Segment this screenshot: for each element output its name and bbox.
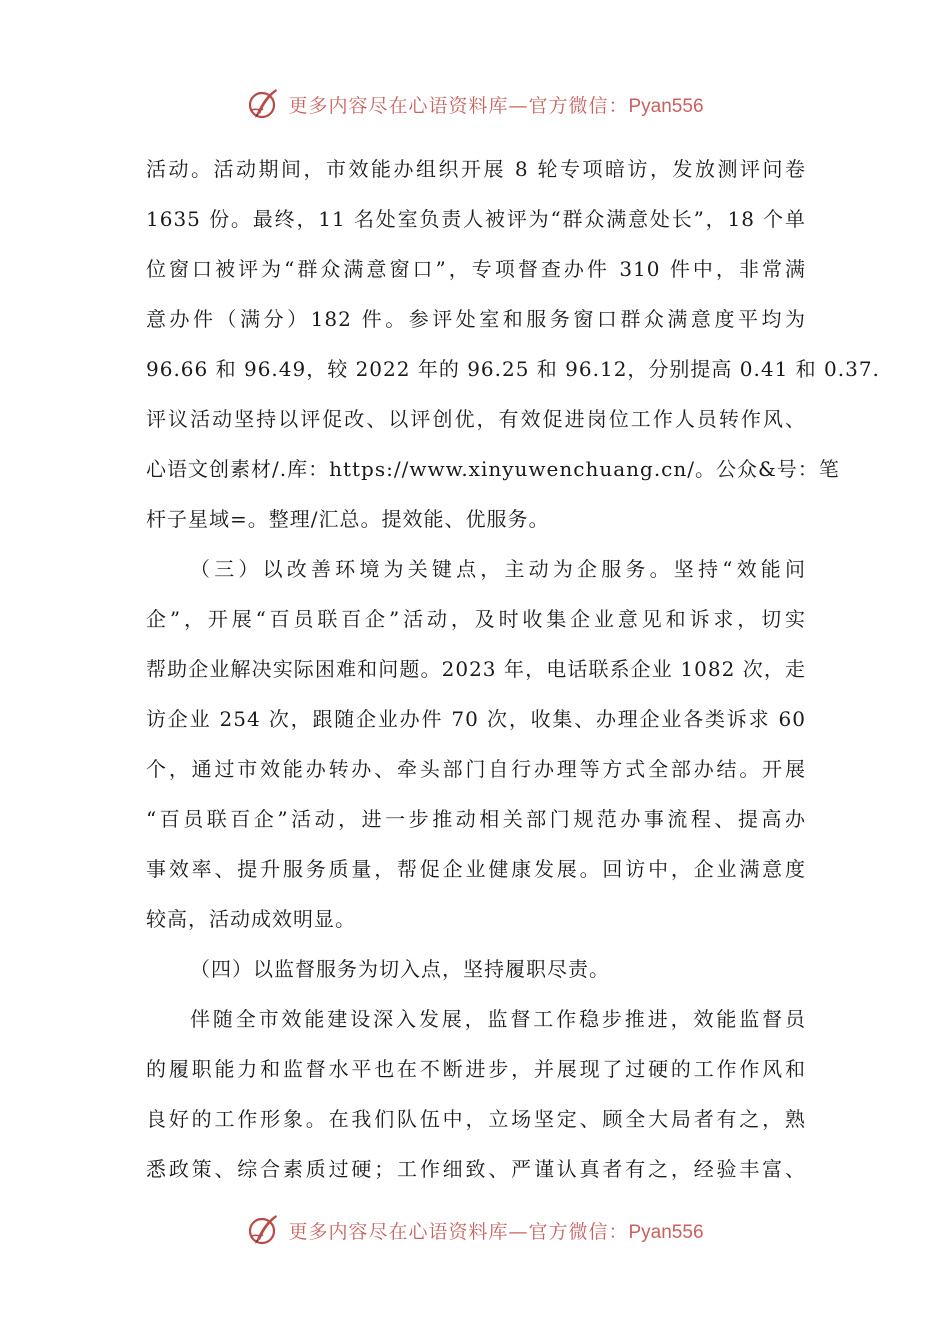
header-watermark-banner [0,84,950,124]
text-line: “百员联百企”活动，进一步推动相关部门规范办事流程、提高办 [146,807,806,831]
watermark-text: 更多内容尽在心语资料库—官方微信：Pyan556 [288,1220,704,1243]
text-line: 心语文创素材/.库：https://www.xinyuwenchuang.cn/。公众&号：笔 [146,457,840,481]
text-line: 评议活动坚持以评促改、以评创优，有效促进岗位工作人员转作风、 [146,407,806,431]
text-line: 访企业 254 次，跟随企业办件 70 次，收集、办理企业各类诉求 60 [146,707,806,731]
quill-pen-logo-icon [246,86,282,122]
text-line: 杆子星域=。整理/汇总。提效能、优服务。 [146,507,550,531]
text-line: 伴随全市效能建设深入发展，监督工作稳步推进，效能监督员 [190,1007,806,1031]
text-line: 1635 份。最终，11 名处室负责人被评为“群众满意处长”，18 个单 [146,207,806,231]
quill-pen-logo-icon [246,1212,282,1248]
text-line: 个，通过市效能办转办、牵头部门自行办理等方式全部办结。开展 [146,757,806,781]
text-line: 帮助企业解决实际困难和问题。2023 年，电话联系企业 1082 次，走 [146,657,806,681]
text-line: 悉政策、综合素质过硬；工作细致、严谨认真者有之，经验丰富、 [146,1157,806,1181]
section-heading-four: （四）以监督服务为切入点，坚持履职尽责。 [190,957,610,981]
text-line: 的履职能力和监督水平也在不断进步，并展现了过硬的工作作风和 [146,1057,806,1081]
text-line: 位窗口被评为“群众满意窗口”，专项督查办件 310 件中，非常满 [146,257,806,281]
text-line: 活动。活动期间，市效能办组织开展 8 轮专项暗访，发放测评问卷 [146,157,806,181]
section-heading-three: （三）以改善环境为关键点，主动为企服务。坚持“效能问 [190,557,806,581]
text-line: 96.66 和 96.49，较 2022 年的 96.25 和 96.12，分别提高 0.41 和 0.37. [146,357,880,381]
document-body [146,150,880,1200]
watermark-text: 更多内容尽在心语资料库—官方微信：Pyan556 [288,94,704,117]
footer-watermark-banner [0,1210,950,1250]
text-line: 意办件（满分）182 件。参评处室和服务窗口群众满意度平均为 [146,307,806,331]
text-line: 良好的工作形象。在我们队伍中，立场坚定、顾全大局者有之，熟 [146,1107,806,1131]
text-line: 事效率、提升服务质量，帮促企业健康发展。回访中，企业满意度 [146,857,806,881]
text-line: 企”，开展“百员联百企”活动，及时收集企业意见和诉求，切实 [146,607,806,631]
text-line: 较高，活动成效明显。 [146,907,356,931]
